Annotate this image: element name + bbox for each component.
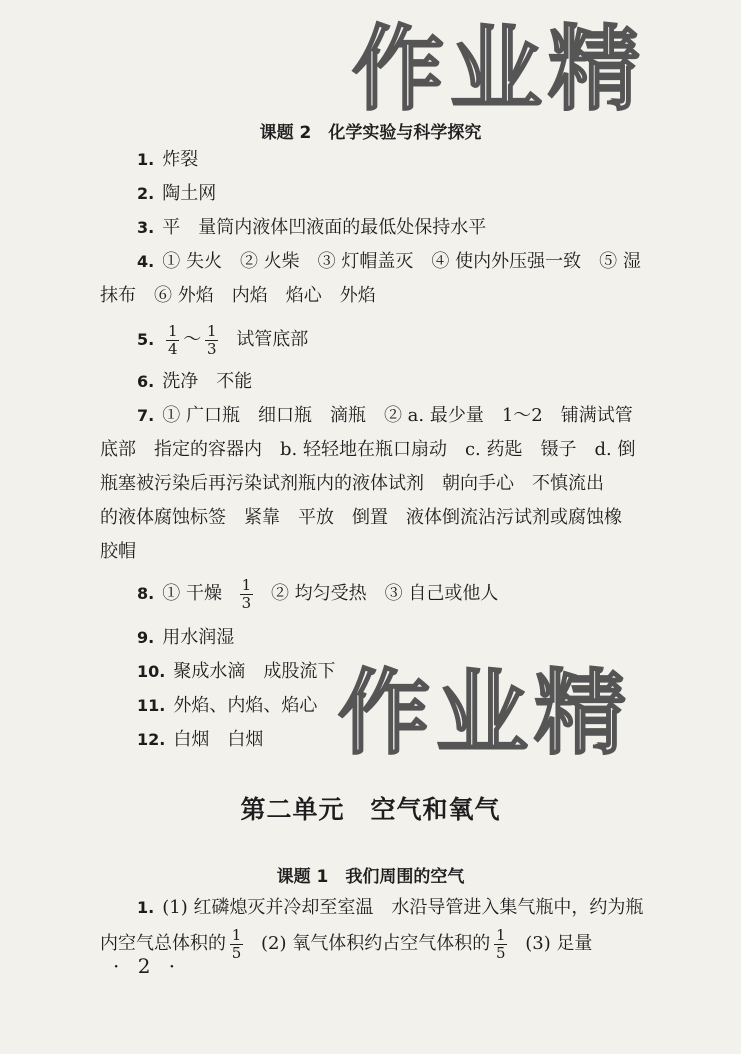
unit2-q1-answer-line1 (137, 896, 643, 920)
watermark-top: 作业精 (352, 16, 647, 123)
q3-text: 平 量筒内液体凹液面的最低处保持水平 (162, 217, 487, 238)
q5-fraction-2 (205, 323, 218, 358)
unit2-q1-fraction-2 (494, 927, 507, 962)
unit2-q1-number: 1. (137, 898, 155, 917)
unit-2-title: 第二单元 空气和氧气 (240, 795, 501, 824)
q7-answer-line2: 底部 指定的容器内 b. 轻轻地在瓶口扇动 c. 药匙 镊子 d. 倒 (100, 439, 636, 460)
unit-2-lesson-1-title: 课题 1 我们周围的空气 (276, 867, 465, 887)
q7-text-line1: ① 广口瓶 细口瓶 滴瓶 ② a. 最少量 1～2 铺满试管 (162, 405, 633, 426)
q5-fraction-1-denominator: 4 (167, 339, 178, 358)
q7-answer-line5: 胶帽 (100, 541, 136, 562)
q6-number: 6. (137, 372, 155, 391)
q9-text: 用水润湿 (162, 627, 235, 648)
unit2-q1-fraction-1-denominator: 5 (231, 943, 242, 962)
q5-fraction-2-numerator: 1 (206, 321, 217, 340)
q4-text-line1: ① 失火 ② 火柴 ③ 灯帽盖灭 ④ 使内外压强一致 ⑤ 湿 (162, 251, 641, 272)
q12-text: 白烟 白烟 (173, 729, 264, 750)
lesson-2-title: 课题 2 化学实验与科学探究 (259, 123, 482, 143)
q1-number: 1. (137, 150, 155, 169)
q4-answer-line1 (137, 250, 641, 274)
unit2-q1-fraction-2-numerator: 1 (495, 925, 506, 944)
q5-answer (137, 322, 308, 358)
q11-number: 11. (137, 696, 166, 715)
unit2-q1-text-line2c: (3) 足量 (525, 933, 593, 954)
q7-answer-line1 (137, 404, 633, 428)
q1-text: 炸裂 (162, 149, 199, 170)
q2-number: 2. (137, 184, 155, 203)
q10-text: 聚成水滴 成股流下 (173, 661, 336, 682)
unit2-q1-fraction-1-numerator: 1 (231, 925, 242, 944)
q7-answer-line3: 瓶塞被污染后再污染试剂瓶内的液体试剂 朝向手心 不慎流出 (100, 473, 604, 494)
q7-answer-line4: 的液体腐蚀标签 紧靠 平放 倒置 液体倒流沾污试剂或腐蚀橡 (100, 507, 622, 528)
watermark-middle: 作业精 (338, 660, 633, 767)
q8-text-b: ② 均匀受热 ③ 自己或他人 (270, 583, 499, 604)
page-number: · 2 · (113, 954, 182, 978)
q8-number: 8. (137, 584, 155, 603)
q5-number: 5. (137, 330, 155, 349)
q10-answer (137, 660, 335, 684)
q8-answer (137, 576, 498, 612)
q5-fraction-2-denominator: 3 (206, 339, 217, 358)
q7-number: 7. (137, 406, 155, 425)
unit2-q1-fraction-1 (230, 927, 243, 962)
q5-text: 试管底部 (236, 329, 309, 350)
q1-answer (137, 148, 198, 172)
unit2-q1-fraction-2-denominator: 5 (495, 943, 506, 962)
unit2-q1-text-line1: (1) 红磷熄灭并冷却至室温 水沿导管进入集气瓶中，约为瓶 (162, 897, 644, 918)
q3-number: 3. (137, 218, 155, 237)
q10-number: 10. (137, 662, 166, 681)
q9-number: 9. (137, 628, 155, 647)
q6-text: 洗净 不能 (162, 371, 253, 392)
q5-fraction-1 (166, 323, 179, 358)
q11-text: 外焰、内焰、焰心 (173, 695, 318, 716)
q3-answer (137, 216, 486, 240)
q8-text-a: ① 干燥 (162, 583, 222, 604)
q5-fraction-1-numerator: 1 (167, 321, 178, 340)
q12-answer (137, 728, 263, 752)
q11-answer (137, 694, 317, 718)
unit2-q1-text-line2a: 内空气总体积的 (100, 933, 226, 954)
q2-answer (137, 182, 216, 206)
q12-number: 12. (137, 730, 166, 749)
unit2-q1-text-line2b: (2) 氧气体积约占空气体积的 (261, 933, 491, 954)
q4-number: 4. (137, 252, 155, 271)
q5-separator: ～ (183, 329, 202, 350)
q8-fraction-numerator: 1 (241, 575, 252, 594)
q6-answer (137, 370, 252, 394)
q4-answer-line2: 抹布 ⑥ 外焰 内焰 焰心 外焰 (100, 285, 376, 306)
q8-fraction (240, 577, 253, 612)
q9-answer (137, 626, 234, 650)
q8-fraction-denominator: 3 (241, 593, 252, 612)
q2-text: 陶土网 (162, 183, 217, 204)
